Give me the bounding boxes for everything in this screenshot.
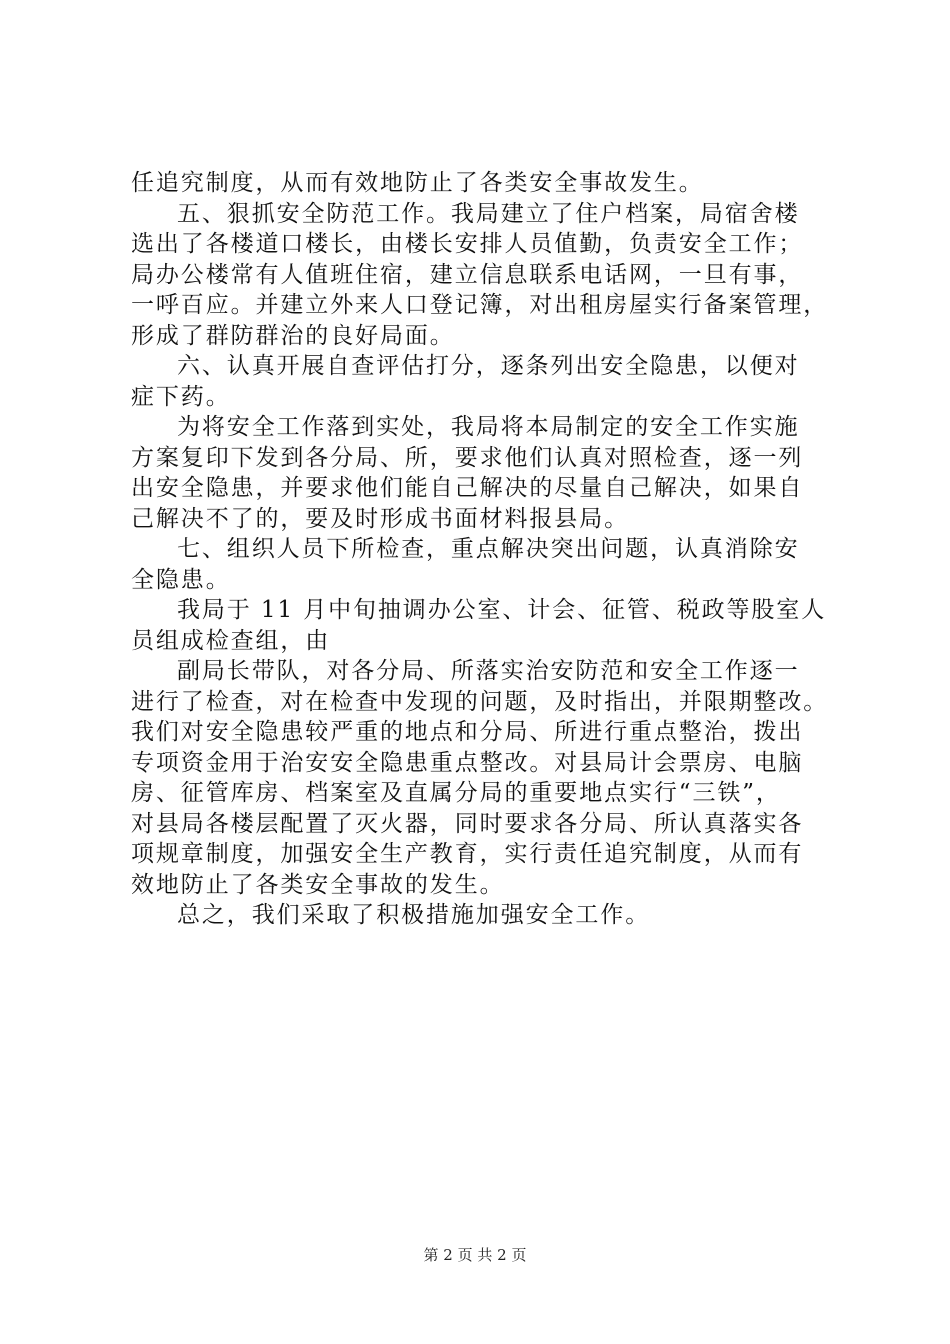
text-line: 副局长带队，对各分局、所落实治安防范和安全工作逐一 bbox=[177, 658, 800, 684]
text-line: 我局于 11 月中旬抽调办公室、计会、征管、税政等股室人 bbox=[177, 597, 827, 623]
text-line: 症下药。 bbox=[131, 383, 231, 410]
text-line: 选出了各楼道口楼长，由楼长安排人员值勤，负责安全工作； bbox=[131, 231, 804, 257]
text-line: 局办公楼常有人值班住宿，建立信息联系电话网，一旦有事， bbox=[131, 261, 804, 288]
text-line: 项规章制度，加强安全生产教育，实行责任追究制度，从而有 bbox=[131, 841, 804, 867]
text-line: 为将安全工作落到实处，我局将本局制定的安全工作实施 bbox=[177, 414, 800, 440]
text-line: 员组成检查组，由 bbox=[131, 627, 331, 654]
text-line: 五、狠抓安全防范工作。我局建立了住户档案，局宿舍楼 bbox=[177, 200, 800, 227]
page-number-footer: 第 2 页 共 2 页 bbox=[423, 1246, 527, 1264]
text-line: 任追究制度，从而有效地防止了各类安全事故发生。 bbox=[131, 170, 704, 196]
text-line: 进行了检查，对在检查中发现的问题，及时指出，并限期整改。 bbox=[131, 688, 829, 715]
text-line: 总之，我们采取了积极措施加强安全工作。 bbox=[177, 902, 651, 928]
text-line: 效地防止了各类安全事故的发生。 bbox=[131, 871, 505, 898]
text-line: 七、组织人员下所检查，重点解决突出问题，认真消除安 bbox=[177, 536, 800, 562]
text-line: 我们对安全隐患较严重的地点和分局、所进行重点整治，拨出 bbox=[131, 719, 804, 745]
document-body bbox=[131, 168, 831, 931]
text-line: 出安全隐患，并要求他们能自己解决的尽量自己解决，如果自 bbox=[131, 475, 804, 501]
text-line: 己解决不了的，要及时形成书面材料报县局。 bbox=[131, 505, 629, 532]
text-line: 房、征管库房、档案室及直属分局的重要地点实行“三铁”， bbox=[131, 780, 781, 806]
text-line: 全隐患。 bbox=[131, 566, 231, 593]
text-line: 形成了群防群治的良好局面。 bbox=[131, 322, 455, 349]
text-line: 对县局各楼层配置了灭火器，同时要求各分局、所认真落实各 bbox=[131, 810, 804, 837]
text-line: 一呼百应。并建立外来人口登记簿，对出租房屋实行备案管理， bbox=[131, 292, 829, 318]
text-line: 六、认真开展自查评估打分，逐条列出安全隐患，以便对 bbox=[177, 353, 800, 379]
text-line: 方案复印下发到各分局、所，要求他们认真对照检查，逐一列 bbox=[131, 444, 804, 471]
text-line: 专项资金用于治安安全隐患重点整改。对县局计会票房、电脑 bbox=[131, 749, 804, 776]
